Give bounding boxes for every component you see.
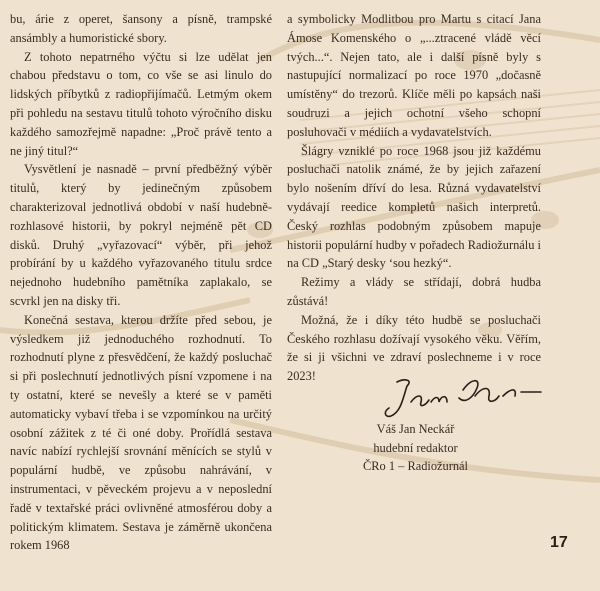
paragraph: bu, árie z operet, šansony a písně, trampské ansámbly a humoristické sbory. — [10, 12, 272, 45]
page-number: 17 — [550, 534, 568, 551]
paragraph: a symbolicky Modlitbou pro Martu s citací Jana Ámose Komenského o „...ztracené vládě věcí tvých...“. Nejen tato, ale i další písně byly s nastupující normalizací po roce 1970 „dočasně umístěny“ do trezorů. Klíče měli po kapsách naši soudruzi a jejich ochotní všeho schopní posluhovači v médiích a vydavatelstvích. — [287, 12, 541, 139]
paragraph: Šlágry vzniklé po roce 1968 jsou již každému posluchači natolik známé, že by jejich zařazení bylo nošením dříví do lesa. Různá vydavatelství vydávají reedice kompletů našich interpretů. Český rozhlas podobným způsobem mapuje historii populární hudby v pořadech Radiožurnálu i na CD „Starý desky ‘sou hezký“. — [287, 143, 541, 271]
paragraph: Vysvětlení je nasnadě – první předběžný výběr titulů, který by jedinečným způsobem charakterizoval jednotlivá období v naší hudebně-rozhlasové historii, by pokryl nejméně pět CD disků. Druhý „vyřazovací“ výběr, při jehož probírání by u každého vyřazovaného titulu srdce nejednoho hudebního pamětníka zaplakalo, se scvrkl jen na disky tři. — [10, 162, 272, 308]
right-column — [287, 10, 541, 386]
signature-role: hudební redaktor — [373, 440, 458, 455]
left-column — [10, 10, 272, 555]
paragraph: Z tohoto nepatrného výčtu si lze udělat jen chabou představu o tom, co vše se asi linulo do lidských příbytků z radiopřijímačů. Letmým okem při pohledu na sestavu titulů tohoto výročního disku každého samozřejmě napadne: „Proč právě tento a ne jiný titul?“ — [10, 49, 272, 158]
handwritten-signature — [383, 372, 543, 420]
paragraph: Možná, že i díky této hudbě se posluchači Českého rozhlasu dožívají vysokého věku. Věřím, že si ji všichni ve zdraví poslechneme i v roce 2023! — [287, 312, 541, 384]
paragraph: Režimy a vlády se střídají, dobrá hudba zůstává! — [287, 275, 541, 308]
paragraph: Konečná sestava, kterou držíte před sebou, je výsledkem již jednoduchého rozhodnutí. To rozhodnutí plyne z přesvědčení, že každý posluchač si při poslechnutí jednotlivých písní vzpomene i na ty ostatní, které se nevešly a které se v paměti automaticky vybaví třeba i se vzpomínkou na určitý osobní zážitek z té či oné doby. Prořídlá sestava navíc nabízí rychlejší srovnání měnících se stylů v populární hudbě, ve způsobu nahrávání, v instrumentaci, v pěveckém projevu a v neposlední řadě v textařské práci ovlivněné atmosférou doby a politickým klimatem. Sestava je záměrně ukončena rokem 1968 — [10, 312, 272, 553]
signature-name: Váš Jan Neckář — [376, 422, 455, 436]
signature-station: ČRo 1 – Radiožurnál — [363, 459, 468, 474]
